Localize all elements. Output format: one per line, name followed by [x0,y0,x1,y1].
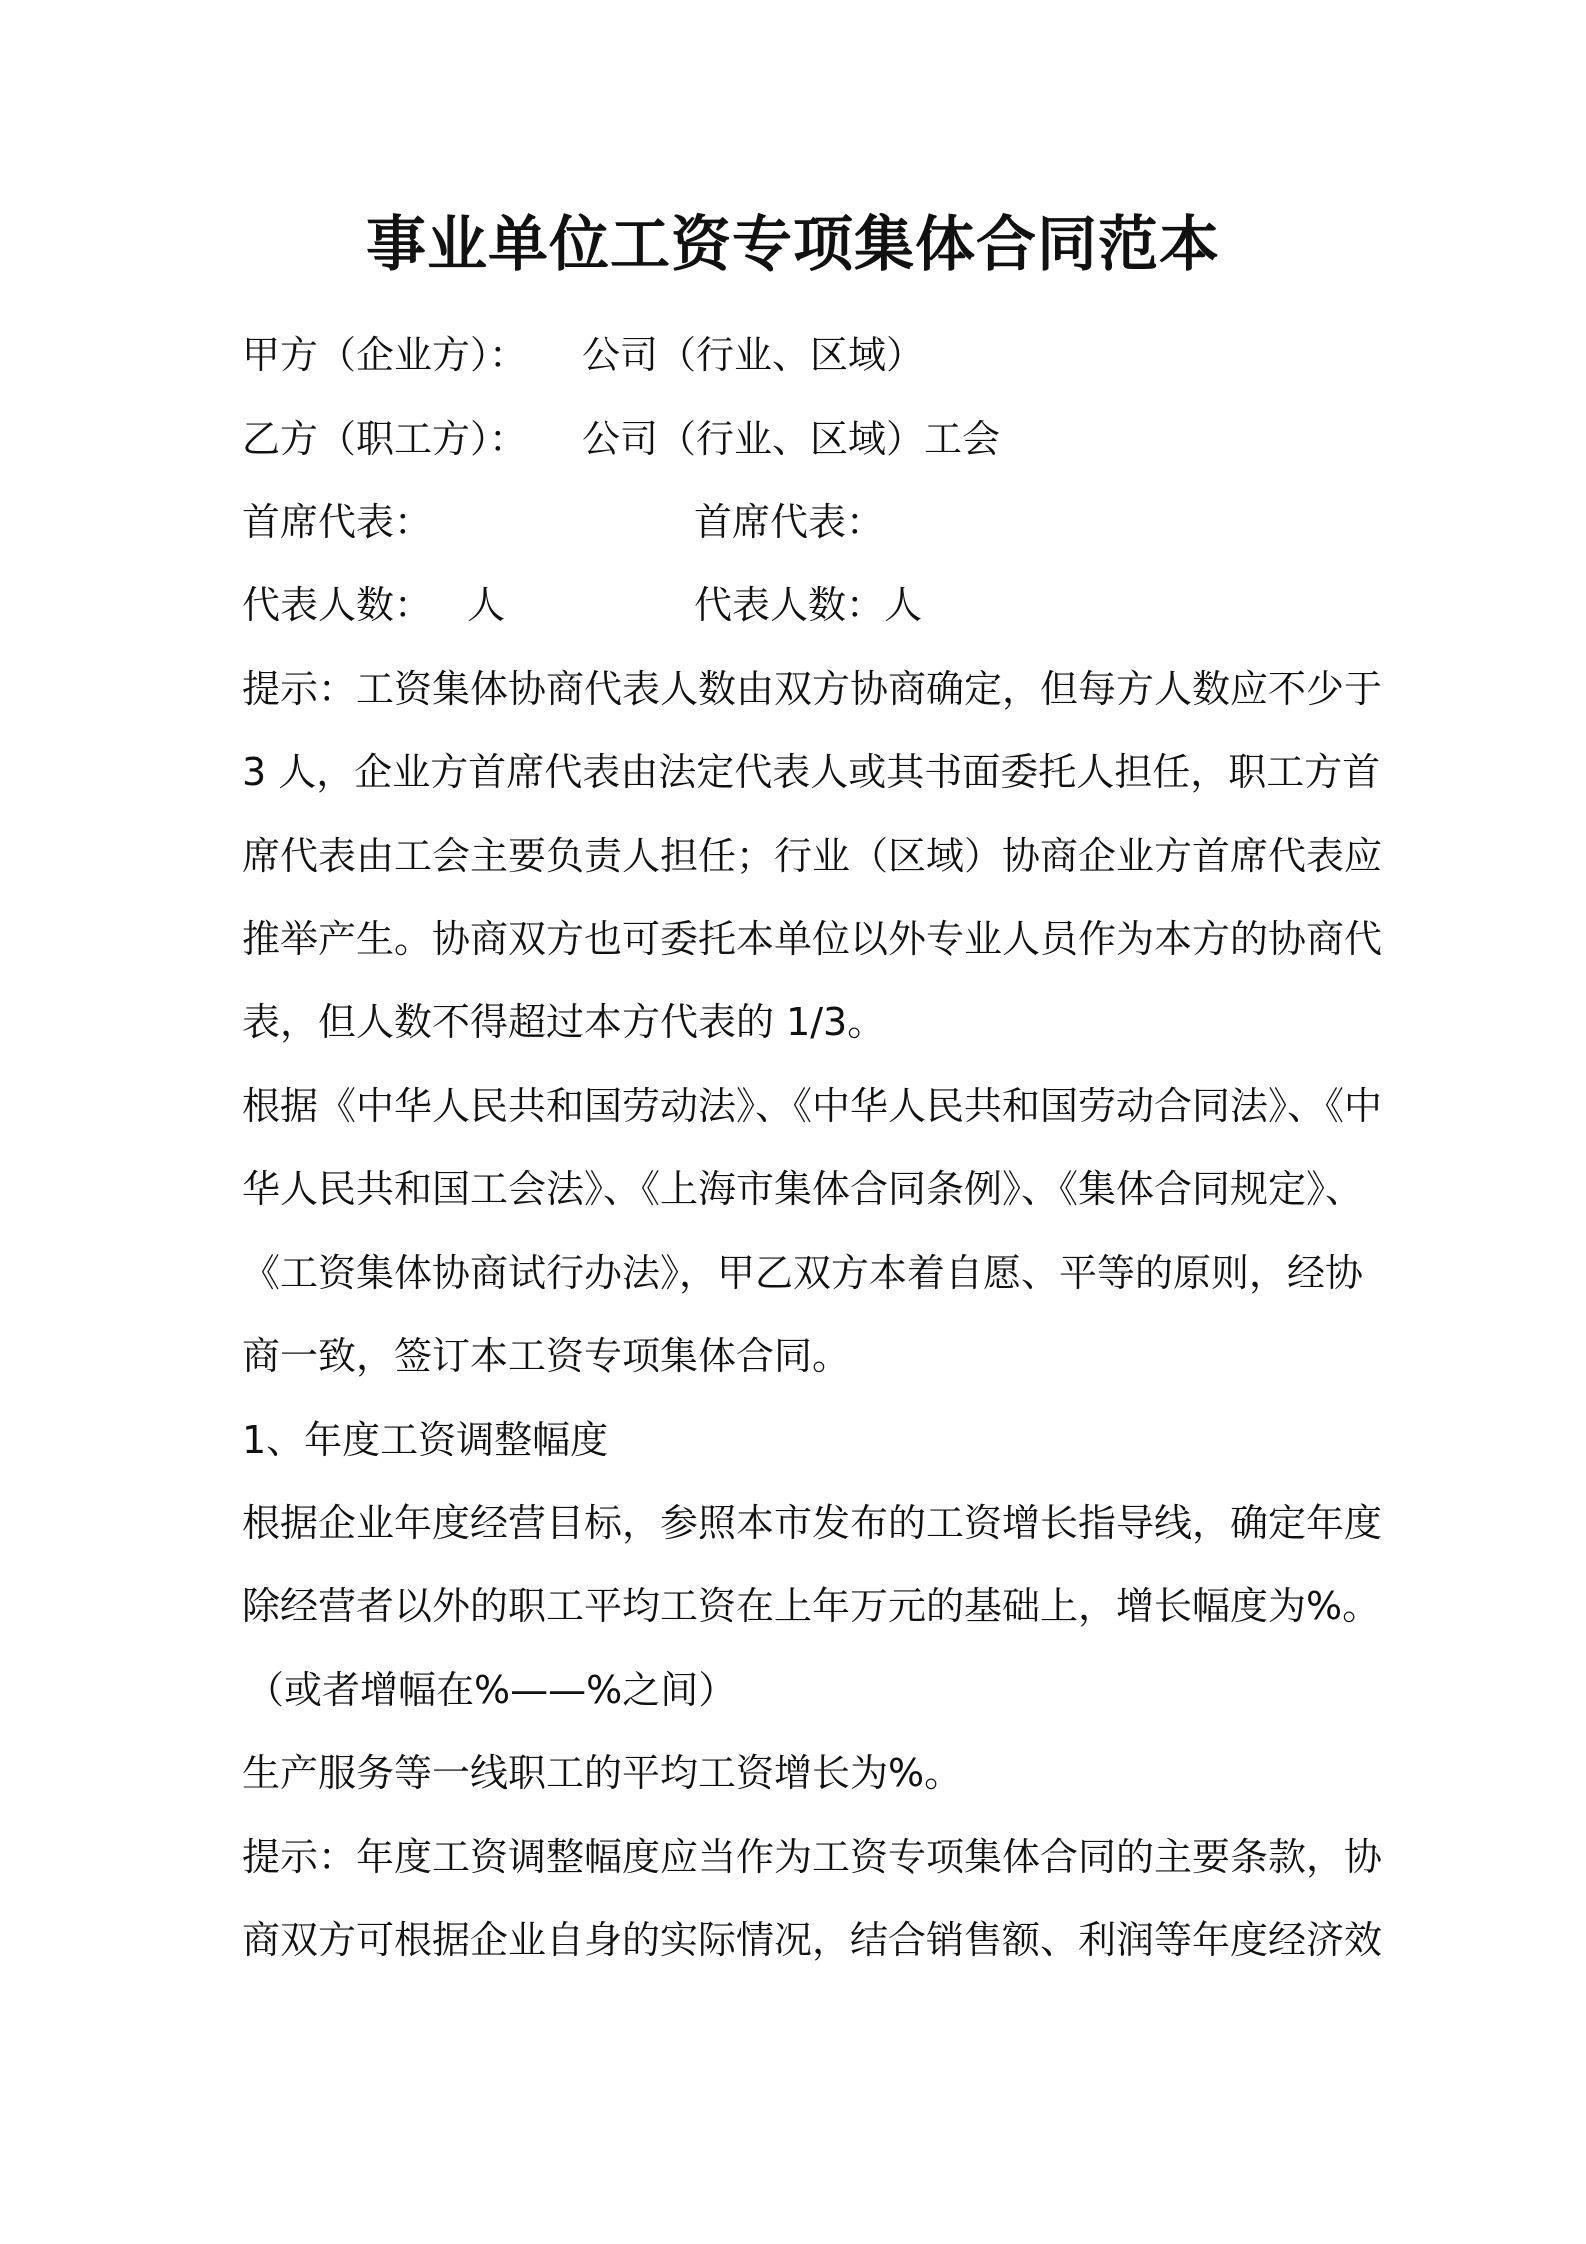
party-a-label: 甲方（企业方）： [242,333,528,377]
rep-count-right-unit: 人 [884,583,923,627]
section-heading: 1、年度工资调整幅度 [242,1418,609,1462]
section1-line: （或者增幅在%——%之间） [246,1668,737,1712]
basis-line: 商一致，签订本工资专项集体合同。 [242,1334,851,1378]
rep-count-left-unit: 人 [467,583,506,627]
party-b-label: 乙方（职工方）： [242,417,528,461]
hint1-line: 表，但人数不得超过本方代表的 1/3。 [242,1000,886,1044]
section1-line: 除经营者以外的职工平均工资在上年万元的基础上，增长幅度为%。 [242,1584,1381,1628]
rep-count-right-label: 代表人数： [694,583,885,627]
basis-line: 根据《中华人民共和国劳动法》、《中华人民共和国劳动合同法》、《中 [242,1084,1383,1128]
hint1-line: 提示：工资集体协商代表人数由双方协商确定，但每方人数应不少于 [242,667,1383,711]
hint1-line: 3 人，企业方首席代表由法定代表人或其书面委托人担任，职工方首 [242,750,1381,794]
section1-line: 生产服务等一线职工的平均工资增长为%。 [242,1751,963,1795]
hint2-line: 商双方可根据企业自身的实际情况，结合销售额、利润等年度经济效 [242,1918,1383,1962]
party-a-value: 公司（行业、区域） [582,333,925,377]
chief-rep-left: 首席代表： [242,500,433,544]
party-b-value: 公司（行业、区域）工会 [582,417,1001,461]
basis-line: 华人民共和国工会法》、《上海市集体合同条例》、《集体合同规定》、 [242,1167,1364,1211]
hint1-line: 席代表由工会主要负责人担任；行业（区域）协商企业方首席代表应 [242,834,1383,878]
basis-line: 《工资集体协商试行办法》，甲乙双方本着自愿、平等的原则，经协 [242,1251,1364,1295]
hint1-line: 推举产生。协商双方也可委托本单位以外专业人员作为本方的协商代 [242,917,1383,961]
section1-line: 根据企业年度经营目标，参照本市发布的工资增长指导线，确定年度 [242,1501,1383,1545]
chief-rep-right: 首席代表： [694,500,885,544]
document-title: 事业单位工资专项集体合同范本 [366,210,1220,280]
hint2-line: 提示：年度工资调整幅度应当作为工资专项集体合同的主要条款，协 [242,1835,1383,1879]
rep-count-left-label: 代表人数： [242,583,433,627]
